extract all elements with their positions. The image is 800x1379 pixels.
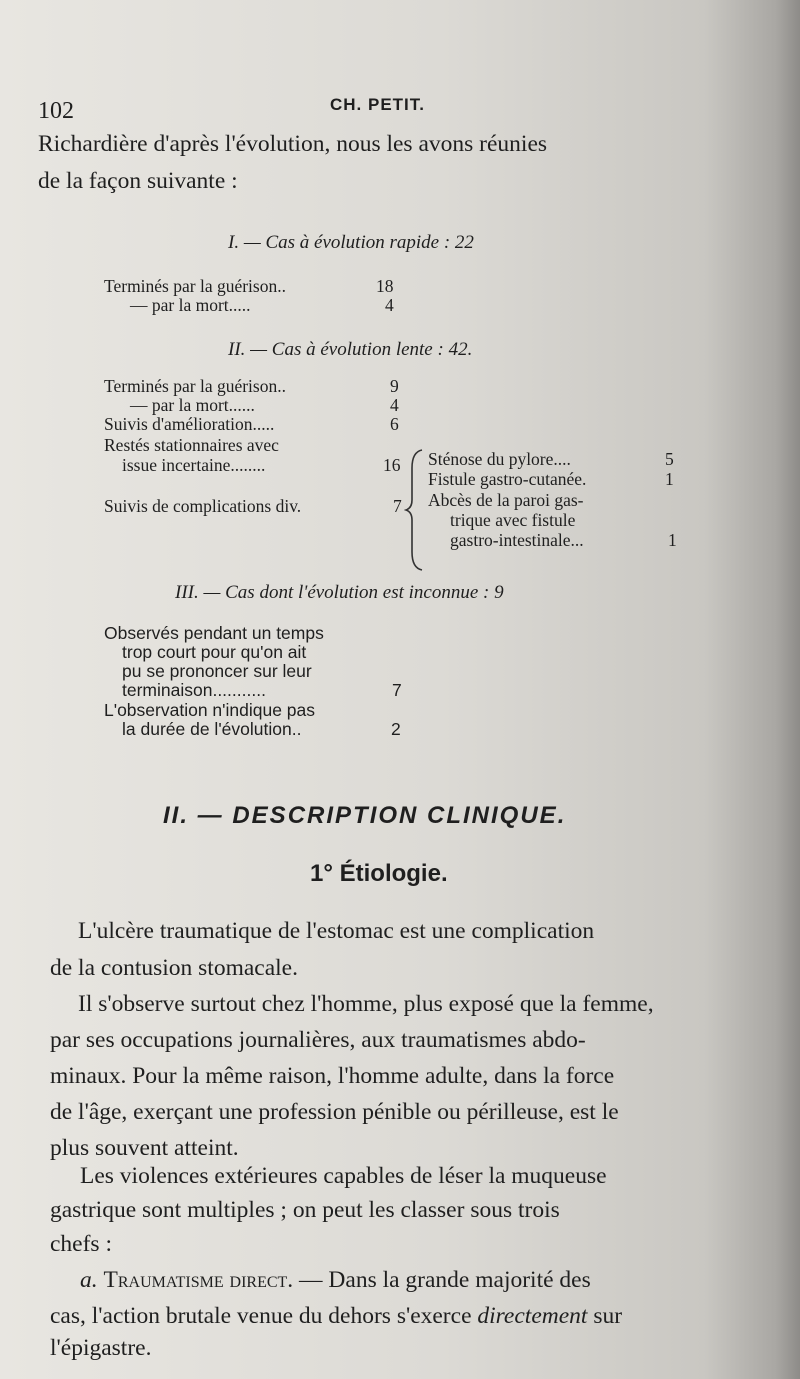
paragraph-4-line-2-pre: cas, l'action brutale venue du dehors s'exerce [50, 1303, 478, 1329]
paragraph-4-emphasis: directement [477, 1303, 588, 1329]
group-2-title: II. — Cas à évolution lente : 42. [228, 339, 473, 360]
paragraph-3-line-2: gastrique sont multiples ; on peut les classer sous trois [50, 1197, 560, 1223]
section-title: II. — DESCRIPTION CLINIQUE. [163, 802, 567, 829]
group-2-row-2-value: 4 [390, 395, 399, 415]
page-number: 102 [38, 98, 74, 124]
intro-line-1: Richardière d'après l'évolution, nous les avons réunies [38, 131, 548, 157]
group-3-row-1-label: Observés pendant un temps [104, 623, 324, 643]
complication-3-label: Abcès de la paroi gas- [428, 490, 584, 510]
group-3-title: III. — Cas dont l'évolution est inconnue : 9 [175, 582, 504, 603]
paragraph-2-line-1: Il s'observe surtout chez l'homme, plus exposé que la femme, [78, 991, 654, 1017]
complication-2-value: 1 [665, 469, 674, 489]
group-2-row-1-label: Terminés par la guérison.. [104, 376, 286, 396]
section-subtitle: 1° Étiologie. [310, 860, 448, 887]
paragraph-1-line-2: de la contusion stomacale. [50, 955, 298, 981]
group-1-row-1-value: 18 [376, 276, 394, 296]
group-2-row-4-label: Restés stationnaires avec [104, 435, 279, 455]
paragraph-3-line-3: chefs : [50, 1231, 112, 1257]
group-2-row-2-label: — par la mort...... [130, 395, 255, 415]
paragraph-4-lead: a. [80, 1267, 98, 1293]
complication-5-value: 1 [668, 530, 677, 550]
group-1-row-2-value: 4 [385, 295, 394, 315]
running-title: CH. PETIT. [330, 95, 426, 114]
paragraph-4-line-3: l'épigastre. [50, 1335, 152, 1361]
group-1-row-2-label: — par la mort..... [130, 295, 251, 315]
intro-line-2: de la façon suivante : [38, 168, 238, 194]
paragraph-3-line-1: Les violences extérieures capables de léser la muqueuse [80, 1163, 607, 1189]
complication-1-value: 5 [665, 449, 674, 469]
paragraph-1-line-1: L'ulcère traumatique de l'estomac est une complication [78, 918, 595, 944]
paragraph-4-heading: Traumatisme direct. [103, 1267, 294, 1293]
complication-4-label: trique avec fistule [450, 510, 576, 530]
group-2-row-1-value: 9 [390, 376, 399, 396]
group-3-row-5-label: L'observation n'indique pas [104, 700, 315, 720]
group-1-row-1-label: Terminés par la guérison.. [104, 276, 286, 296]
group-2-row-6-label: Suivis de complications div. [104, 496, 302, 516]
paragraph-4-line-1 [80, 1262, 591, 1299]
group-2-row-5-label: issue incertaine........ [122, 455, 266, 475]
paragraph-2-line-3: minaux. Pour la même raison, l'homme adulte, dans la force [50, 1063, 615, 1089]
paragraph-2-line-5: plus souvent atteint. [50, 1135, 239, 1161]
group-3-row-6-value: 2 [391, 719, 401, 739]
group-2-row-3-value: 6 [390, 414, 399, 434]
group-1-title: I. — Cas à évolution rapide : 22 [228, 232, 474, 253]
complication-1-label: Sténose du pylore.... [428, 449, 571, 469]
group-3-row-2-label: trop court pour qu'on ait [122, 642, 307, 662]
paragraph-4-line-2-post: sur [587, 1303, 623, 1329]
brace-icon [404, 448, 426, 572]
group-3-row-6-label: la durée de l'évolution.. [122, 719, 302, 739]
group-2-row-5-value: 16 [383, 455, 401, 475]
complication-2-label: Fistule gastro-cutanée. [428, 469, 587, 489]
group-3-row-4-label: terminaison........... [122, 680, 266, 700]
group-3-row-3-label: pu se prononcer sur leur [122, 661, 312, 681]
group-2-row-6-value: 7 [393, 496, 402, 516]
paragraph-4-line-1-rest: — Dans la grande majorité des [293, 1267, 591, 1293]
paragraph-2-line-4: de l'âge, exerçant une profession pénible ou périlleuse, est le [50, 1099, 619, 1125]
group-2-row-3-label: Suivis d'amélioration..... [104, 414, 275, 434]
group-3-row-4-value: 7 [392, 680, 402, 700]
complication-5-label: gastro-intestinale... [450, 530, 584, 550]
paragraph-2-line-2: par ses occupations journalières, aux traumatismes abdo- [50, 1027, 586, 1053]
